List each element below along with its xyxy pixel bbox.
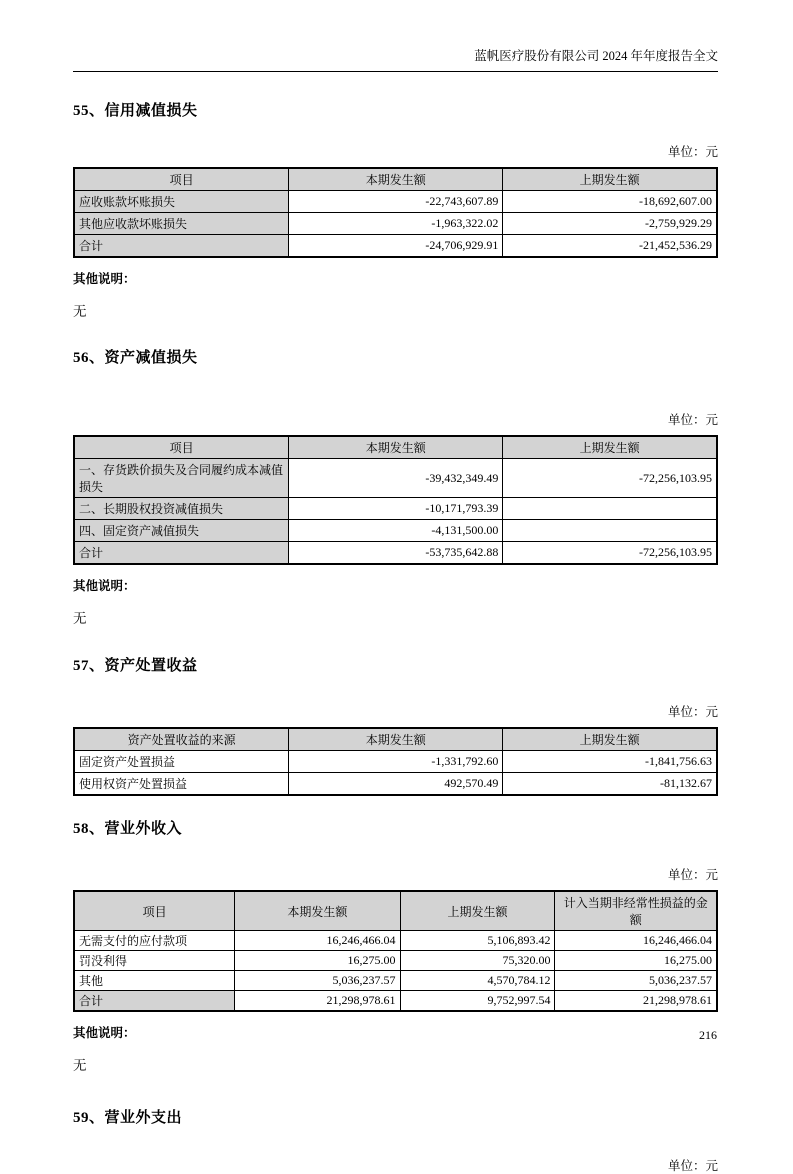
- cell-value: -81,132.67: [503, 773, 717, 796]
- table-row: [74, 773, 717, 796]
- cell-value: 21,298,978.61: [235, 991, 400, 1012]
- section-title: 59、营业外支出: [73, 1110, 183, 1126]
- row-label: 合计: [74, 991, 235, 1012]
- note-label: 其他说明：: [73, 272, 136, 286]
- cell-value: 75,320.00: [400, 951, 555, 971]
- unit-label: 单位：元: [667, 145, 718, 159]
- cell-value: 5,036,237.57: [555, 971, 717, 991]
- cell-value: -72,256,103.95: [503, 459, 717, 498]
- unit-label: 单位：元: [667, 868, 718, 882]
- row-label: 四、固定资产减值损失: [74, 520, 289, 542]
- column-header-prior-period: 上期发生额: [503, 436, 717, 459]
- cell-value: 16,275.00: [555, 951, 717, 971]
- note-value: 无: [73, 611, 87, 626]
- asset-disposal-table: [73, 727, 718, 796]
- page-number: 216: [699, 1028, 717, 1042]
- row-label: 无需支付的应付款项: [74, 931, 235, 951]
- row-label: 其他应收款坏账损失: [74, 213, 289, 235]
- cell-value: -21,452,536.29: [503, 235, 717, 258]
- cell-value: 4,570,784.12: [400, 971, 555, 991]
- table-header-row: [74, 728, 717, 751]
- row-label: 罚没利得: [74, 951, 235, 971]
- section-asset-disposal-income: [73, 654, 718, 796]
- table-header-row: [74, 168, 717, 191]
- cell-value: -72,256,103.95: [503, 542, 717, 565]
- section-title: 56、资产减值损失: [73, 350, 198, 366]
- credit-impairment-table: [73, 167, 718, 258]
- note-value: 无: [73, 1058, 87, 1073]
- row-label: 应收账款坏账损失: [74, 191, 289, 213]
- cell-value: -22,743,607.89: [289, 191, 503, 213]
- table-total-row: [74, 235, 717, 258]
- column-header-current-period: 本期发生额: [289, 168, 503, 191]
- column-header-source: 资产处置收益的来源: [74, 728, 289, 751]
- table-row: [74, 191, 717, 213]
- cell-value: -53,735,642.88: [289, 542, 503, 565]
- table-row: [74, 971, 717, 991]
- section-title: 58、营业外收入: [73, 821, 183, 837]
- row-label: 合计: [74, 235, 289, 258]
- cell-value: -1,331,792.60: [289, 751, 503, 773]
- column-header-item: 项目: [74, 436, 289, 459]
- cell-value: [503, 498, 717, 520]
- table-header-row: [74, 436, 717, 459]
- row-label: 其他: [74, 971, 235, 991]
- column-header-current-period: 本期发生额: [289, 728, 503, 751]
- row-label: 使用权资产处置损益: [74, 773, 289, 796]
- section-title: 57、资产处置收益: [73, 658, 198, 674]
- cell-value: -10,171,793.39: [289, 498, 503, 520]
- cell-value: -39,432,349.49: [289, 459, 503, 498]
- column-header-item: 项目: [74, 891, 235, 931]
- unit-label: 单位：元: [667, 1159, 718, 1173]
- cell-value: -1,841,756.63: [503, 751, 717, 773]
- column-header-item: 项目: [74, 168, 289, 191]
- section-non-operating-income: [73, 817, 718, 1074]
- section-asset-impairment-loss: [73, 346, 718, 627]
- table-total-row: [74, 542, 717, 565]
- section-title: 55、信用减值损失: [73, 103, 198, 119]
- table-header-row: [74, 891, 717, 931]
- column-header-prior-period: 上期发生额: [503, 168, 717, 191]
- column-header-nonrecurring: 计入当期非经常性损益的金额: [555, 891, 717, 931]
- asset-impairment-table: [73, 435, 718, 565]
- cell-value: -24,706,929.91: [289, 235, 503, 258]
- note-value: 无: [73, 304, 87, 319]
- row-label: 固定资产处置损益: [74, 751, 289, 773]
- note-label: 其他说明：: [73, 579, 136, 593]
- cell-value: -18,692,607.00: [503, 191, 717, 213]
- table-row: [74, 498, 717, 520]
- cell-value: 16,246,466.04: [555, 931, 717, 951]
- column-header-prior-period: 上期发生额: [400, 891, 555, 931]
- table-total-row: [74, 991, 717, 1012]
- unit-label: 单位：元: [667, 413, 718, 427]
- cell-value: -4,131,500.00: [289, 520, 503, 542]
- row-label: 合计: [74, 542, 289, 565]
- column-header-current-period: 本期发生额: [289, 436, 503, 459]
- cell-value: 5,036,237.57: [235, 971, 400, 991]
- cell-value: 16,246,466.04: [235, 931, 400, 951]
- cell-value: [503, 520, 717, 542]
- cell-value: -1,963,322.02: [289, 213, 503, 235]
- section-credit-impairment-loss: [73, 99, 718, 320]
- document-header: [73, 46, 718, 72]
- row-label: 一、存货跌价损失及合同履约成本减值损失: [74, 459, 289, 498]
- cell-value: 16,275.00: [235, 951, 400, 971]
- table-row: [74, 520, 717, 542]
- row-label: 二、长期股权投资减值损失: [74, 498, 289, 520]
- table-row: [74, 751, 717, 773]
- table-row: [74, 951, 717, 971]
- column-header-prior-period: 上期发生额: [503, 728, 717, 751]
- cell-value: 9,752,997.54: [400, 991, 555, 1012]
- header-title: 蓝帆医疗股份有限公司 2024 年年度报告全文: [474, 49, 718, 63]
- cell-value: 492,570.49: [289, 773, 503, 796]
- unit-label: 单位：元: [667, 705, 718, 719]
- cell-value: -2,759,929.29: [503, 213, 717, 235]
- non-operating-income-table: [73, 890, 718, 1012]
- cell-value: 5,106,893.42: [400, 931, 555, 951]
- table-row: [74, 931, 717, 951]
- note-label: 其他说明：: [73, 1026, 136, 1040]
- table-row: [74, 213, 717, 235]
- column-header-current-period: 本期发生额: [235, 891, 400, 931]
- table-row: [74, 459, 717, 498]
- section-non-operating-expenses: [73, 1106, 718, 1174]
- cell-value: 21,298,978.61: [555, 991, 717, 1012]
